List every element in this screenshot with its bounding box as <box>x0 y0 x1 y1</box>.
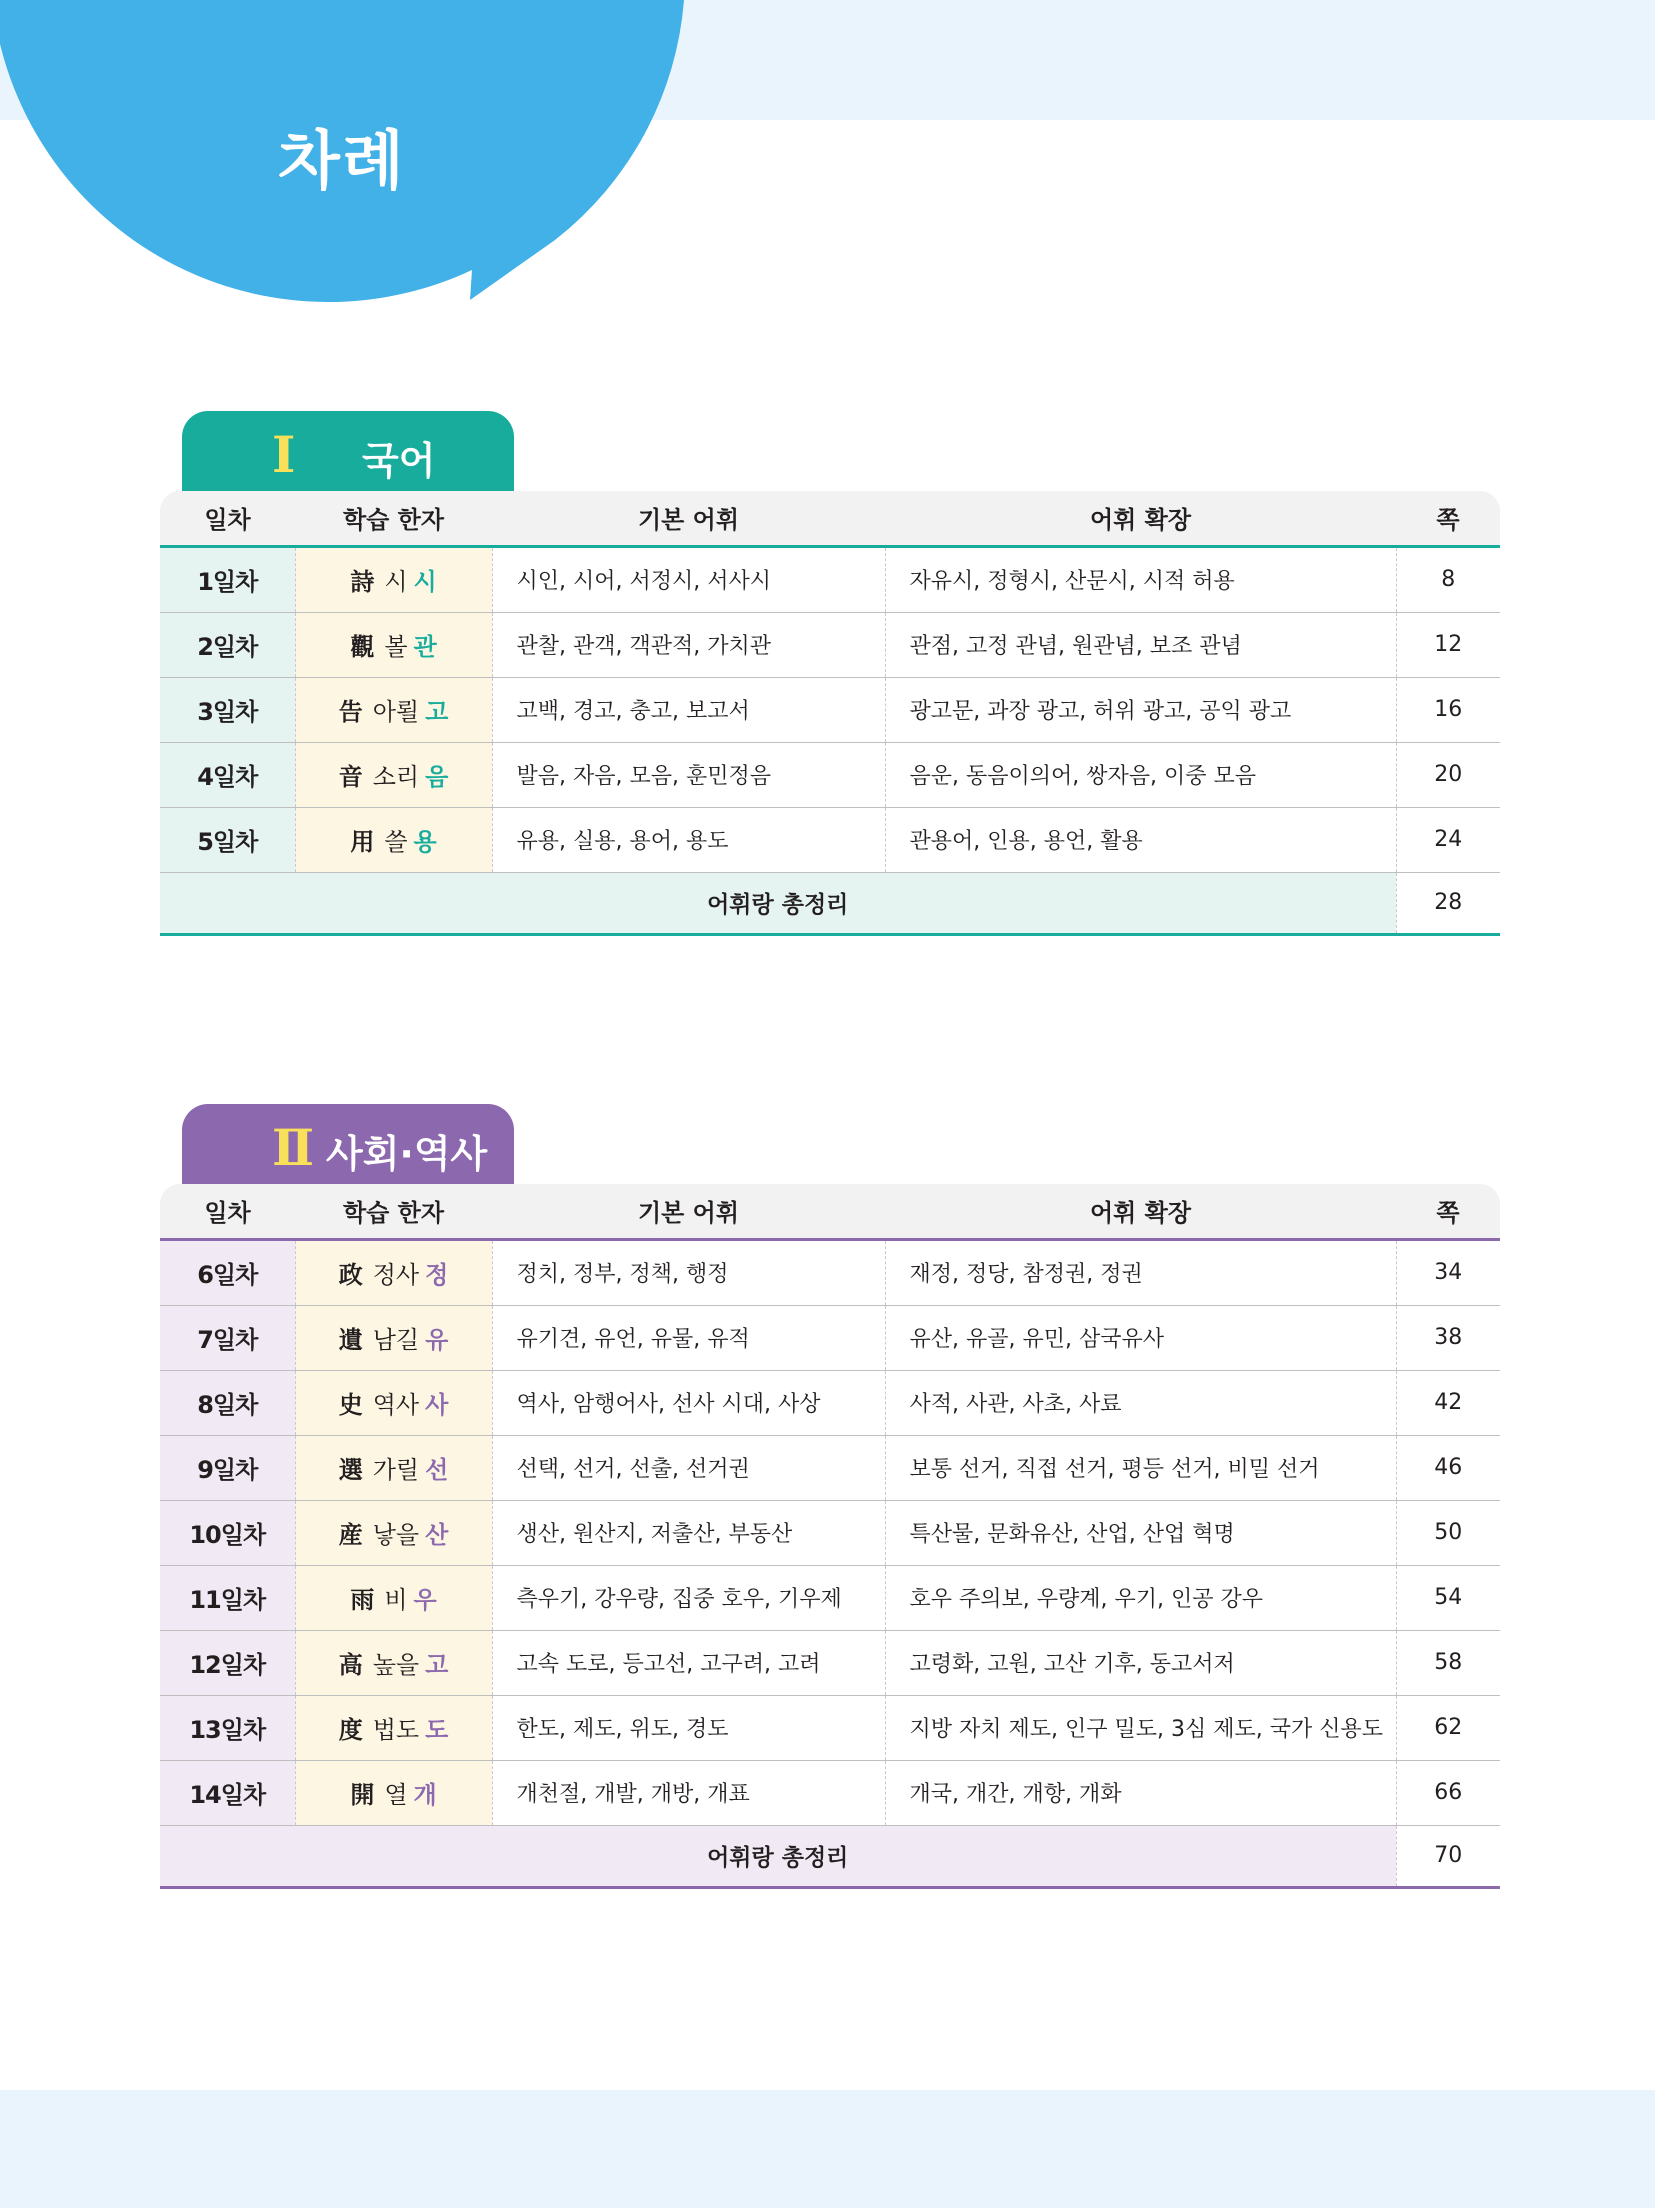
table-row[interactable] <box>160 1305 1500 1370</box>
hanja-char: 用 <box>350 827 375 856</box>
hanja-char: 音 <box>338 762 363 791</box>
hanja-meaning: 열 <box>384 1781 408 1809</box>
table-row[interactable] <box>160 1565 1500 1630</box>
day-cell: 12일차 <box>160 1630 295 1695</box>
header-day: 일차 <box>160 1184 295 1239</box>
day-cell: 4일차 <box>160 742 295 807</box>
expand-words: 재정, 정당, 참정권, 정권 <box>885 1239 1396 1305</box>
toc-table <box>160 1184 1500 1889</box>
expand-words: 보통 선거, 직접 선거, 평등 선거, 비밀 선거 <box>885 1435 1396 1500</box>
hanja-sound: 사 <box>425 1391 449 1419</box>
day-cell: 2일차 <box>160 612 295 677</box>
bottom-decor-band <box>0 2090 1655 2208</box>
table-row[interactable] <box>160 612 1500 677</box>
table-row[interactable] <box>160 807 1500 872</box>
toc-table <box>160 491 1500 936</box>
basic-words: 고속 도로, 등고선, 고구려, 고려 <box>492 1630 885 1695</box>
header-day: 일차 <box>160 491 295 546</box>
page-number: 12 <box>1396 612 1500 677</box>
day-cell: 6일차 <box>160 1239 295 1305</box>
table-row[interactable] <box>160 1239 1500 1305</box>
page-number: 8 <box>1396 546 1500 612</box>
page-number: 34 <box>1396 1239 1500 1305</box>
hanja-sound: 용 <box>413 828 437 856</box>
basic-words: 유기견, 유언, 유물, 유적 <box>492 1305 885 1370</box>
page-number: 66 <box>1396 1760 1500 1825</box>
hanja-sound: 개 <box>413 1781 437 1809</box>
hanja-meaning: 볼 <box>384 633 408 661</box>
header-hanja: 학습 한자 <box>295 1184 492 1239</box>
hanja-meaning: 남길 <box>372 1326 420 1354</box>
expand-words: 고령화, 고원, 고산 기후, 동고서저 <box>885 1630 1396 1695</box>
hanja-meaning: 낳을 <box>372 1521 420 1549</box>
page-number: 38 <box>1396 1305 1500 1370</box>
hanja-sound: 관 <box>413 633 437 661</box>
hanja-char: 雨 <box>350 1585 375 1614</box>
hanja-cell <box>295 1565 492 1630</box>
hanja-cell <box>295 1305 492 1370</box>
expand-words: 특산물, 문화유산, 산업, 산업 혁명 <box>885 1500 1396 1565</box>
table-row[interactable] <box>160 1760 1500 1825</box>
hanja-char: 政 <box>338 1260 363 1289</box>
hanja-cell <box>295 807 492 872</box>
section-numeral: Ⅰ <box>272 425 296 484</box>
hanja-cell <box>295 1760 492 1825</box>
page-number: 24 <box>1396 807 1500 872</box>
hanja-meaning: 시 <box>384 568 408 596</box>
day-cell: 1일차 <box>160 546 295 612</box>
expand-words: 개국, 개간, 개항, 개화 <box>885 1760 1396 1825</box>
basic-words: 관찰, 관객, 객관적, 가치관 <box>492 612 885 677</box>
hanja-sound: 정 <box>425 1261 449 1289</box>
hanja-cell <box>295 1370 492 1435</box>
hanja-char: 告 <box>338 697 363 726</box>
table-row[interactable] <box>160 1370 1500 1435</box>
hanja-char: 高 <box>338 1650 363 1679</box>
day-cell: 9일차 <box>160 1435 295 1500</box>
hanja-cell <box>295 1695 492 1760</box>
day-cell: 5일차 <box>160 807 295 872</box>
basic-words: 고백, 경고, 충고, 보고서 <box>492 677 885 742</box>
table-row[interactable] <box>160 1500 1500 1565</box>
header-hanja: 학습 한자 <box>295 491 492 546</box>
hanja-char: 詩 <box>350 567 375 596</box>
section-numeral: Ⅱ <box>272 1118 315 1177</box>
page-number: 16 <box>1396 677 1500 742</box>
day-cell: 7일차 <box>160 1305 295 1370</box>
hanja-char: 選 <box>338 1455 363 1484</box>
hanja-meaning: 가릴 <box>372 1456 420 1484</box>
hanja-meaning: 역사 <box>372 1391 420 1419</box>
page-number: 42 <box>1396 1370 1500 1435</box>
hanja-char: 産 <box>338 1520 363 1549</box>
hanja-cell <box>295 1435 492 1500</box>
hanja-sound: 도 <box>425 1716 449 1744</box>
section-tab <box>182 411 514 491</box>
day-cell: 10일차 <box>160 1500 295 1565</box>
table-row[interactable] <box>160 1630 1500 1695</box>
basic-words: 발음, 자음, 모음, 훈민정음 <box>492 742 885 807</box>
hanja-char: 觀 <box>350 632 375 661</box>
section-society-history <box>160 1104 1500 1889</box>
basic-words: 시인, 시어, 서정시, 서사시 <box>492 546 885 612</box>
hanja-meaning: 아뢸 <box>372 698 420 726</box>
hanja-cell <box>295 546 492 612</box>
page-number: 54 <box>1396 1565 1500 1630</box>
hanja-cell <box>295 1500 492 1565</box>
section-name: 사회·역사 <box>326 1132 488 1176</box>
hanja-sound: 우 <box>413 1586 437 1614</box>
hanja-sound: 유 <box>425 1326 449 1354</box>
table-row[interactable] <box>160 1695 1500 1760</box>
header-page: 쪽 <box>1396 1184 1500 1239</box>
basic-words: 역사, 암행어사, 선사 시대, 사상 <box>492 1370 885 1435</box>
expand-words: 관점, 고정 관념, 원관념, 보조 관념 <box>885 612 1396 677</box>
page-title: 차례 <box>278 125 406 199</box>
basic-words: 한도, 제도, 위도, 경도 <box>492 1695 885 1760</box>
hanja-sound: 고 <box>425 698 449 726</box>
day-cell: 11일차 <box>160 1565 295 1630</box>
expand-words: 광고문, 과장 광고, 허위 광고, 공익 광고 <box>885 677 1396 742</box>
basic-words: 선택, 선거, 선출, 선거권 <box>492 1435 885 1500</box>
header-page: 쪽 <box>1396 491 1500 546</box>
section-korean <box>160 411 1500 936</box>
page-number: 46 <box>1396 1435 1500 1500</box>
hanja-char: 史 <box>338 1390 363 1419</box>
hanja-cell <box>295 677 492 742</box>
basic-words: 개천절, 개발, 개방, 개표 <box>492 1760 885 1825</box>
day-cell: 8일차 <box>160 1370 295 1435</box>
table-header <box>160 1184 1500 1239</box>
header-expand: 어휘 확장 <box>885 491 1396 546</box>
hanja-sound: 고 <box>425 1651 449 1679</box>
hanja-sound: 선 <box>425 1456 449 1484</box>
expand-words: 음운, 동음이의어, 쌍자음, 이중 모음 <box>885 742 1396 807</box>
day-cell: 3일차 <box>160 677 295 742</box>
hanja-char: 開 <box>350 1780 375 1809</box>
basic-words: 유용, 실용, 용어, 용도 <box>492 807 885 872</box>
hanja-char: 遺 <box>338 1325 363 1354</box>
hanja-cell <box>295 1239 492 1305</box>
summary-row[interactable] <box>160 872 1500 934</box>
header-basic: 기본 어휘 <box>492 1184 885 1239</box>
page-number: 20 <box>1396 742 1500 807</box>
table-row[interactable] <box>160 677 1500 742</box>
expand-words: 사적, 사관, 사초, 사료 <box>885 1370 1396 1435</box>
page-number: 70 <box>1396 1825 1500 1887</box>
hanja-sound: 산 <box>425 1521 449 1549</box>
hanja-cell <box>295 742 492 807</box>
table-row[interactable] <box>160 1435 1500 1500</box>
expand-words: 지방 자치 제도, 인구 밀도, 3심 제도, 국가 신용도 <box>885 1695 1396 1760</box>
hanja-meaning: 쓸 <box>384 828 408 856</box>
hanja-meaning: 비 <box>384 1586 408 1614</box>
header-expand: 어휘 확장 <box>885 1184 1396 1239</box>
hanja-sound: 음 <box>425 763 449 791</box>
basic-words: 측우기, 강우량, 집중 호우, 기우제 <box>492 1565 885 1630</box>
hanja-meaning: 법도 <box>372 1716 420 1744</box>
expand-words: 자유시, 정형시, 산문시, 시적 허용 <box>885 546 1396 612</box>
summary-label: 어휘랑 총정리 <box>160 872 1396 934</box>
page-number: 28 <box>1396 872 1500 934</box>
hanja-meaning: 정사 <box>372 1261 420 1289</box>
hanja-meaning: 높을 <box>372 1651 420 1679</box>
page-number: 62 <box>1396 1695 1500 1760</box>
expand-words: 관용어, 인용, 용언, 활용 <box>885 807 1396 872</box>
header-basic: 기본 어휘 <box>492 491 885 546</box>
hanja-sound: 시 <box>413 568 437 596</box>
day-cell: 14일차 <box>160 1760 295 1825</box>
summary-label: 어휘랑 총정리 <box>160 1825 1396 1887</box>
basic-words: 정치, 정부, 정책, 행정 <box>492 1239 885 1305</box>
basic-words: 생산, 원산지, 저출산, 부동산 <box>492 1500 885 1565</box>
hanja-cell <box>295 612 492 677</box>
section-tab <box>182 1104 514 1184</box>
table-row[interactable] <box>160 546 1500 612</box>
page-number: 50 <box>1396 1500 1500 1565</box>
table-row[interactable] <box>160 742 1500 807</box>
section-name: 국어 <box>362 439 436 483</box>
hanja-char: 度 <box>338 1715 363 1744</box>
summary-row[interactable] <box>160 1825 1500 1887</box>
page-number: 58 <box>1396 1630 1500 1695</box>
table-header <box>160 491 1500 546</box>
hanja-cell <box>295 1630 492 1695</box>
expand-words: 호우 주의보, 우량계, 우기, 인공 강우 <box>885 1565 1396 1630</box>
day-cell: 13일차 <box>160 1695 295 1760</box>
hanja-meaning: 소리 <box>372 763 420 791</box>
expand-words: 유산, 유골, 유민, 삼국유사 <box>885 1305 1396 1370</box>
